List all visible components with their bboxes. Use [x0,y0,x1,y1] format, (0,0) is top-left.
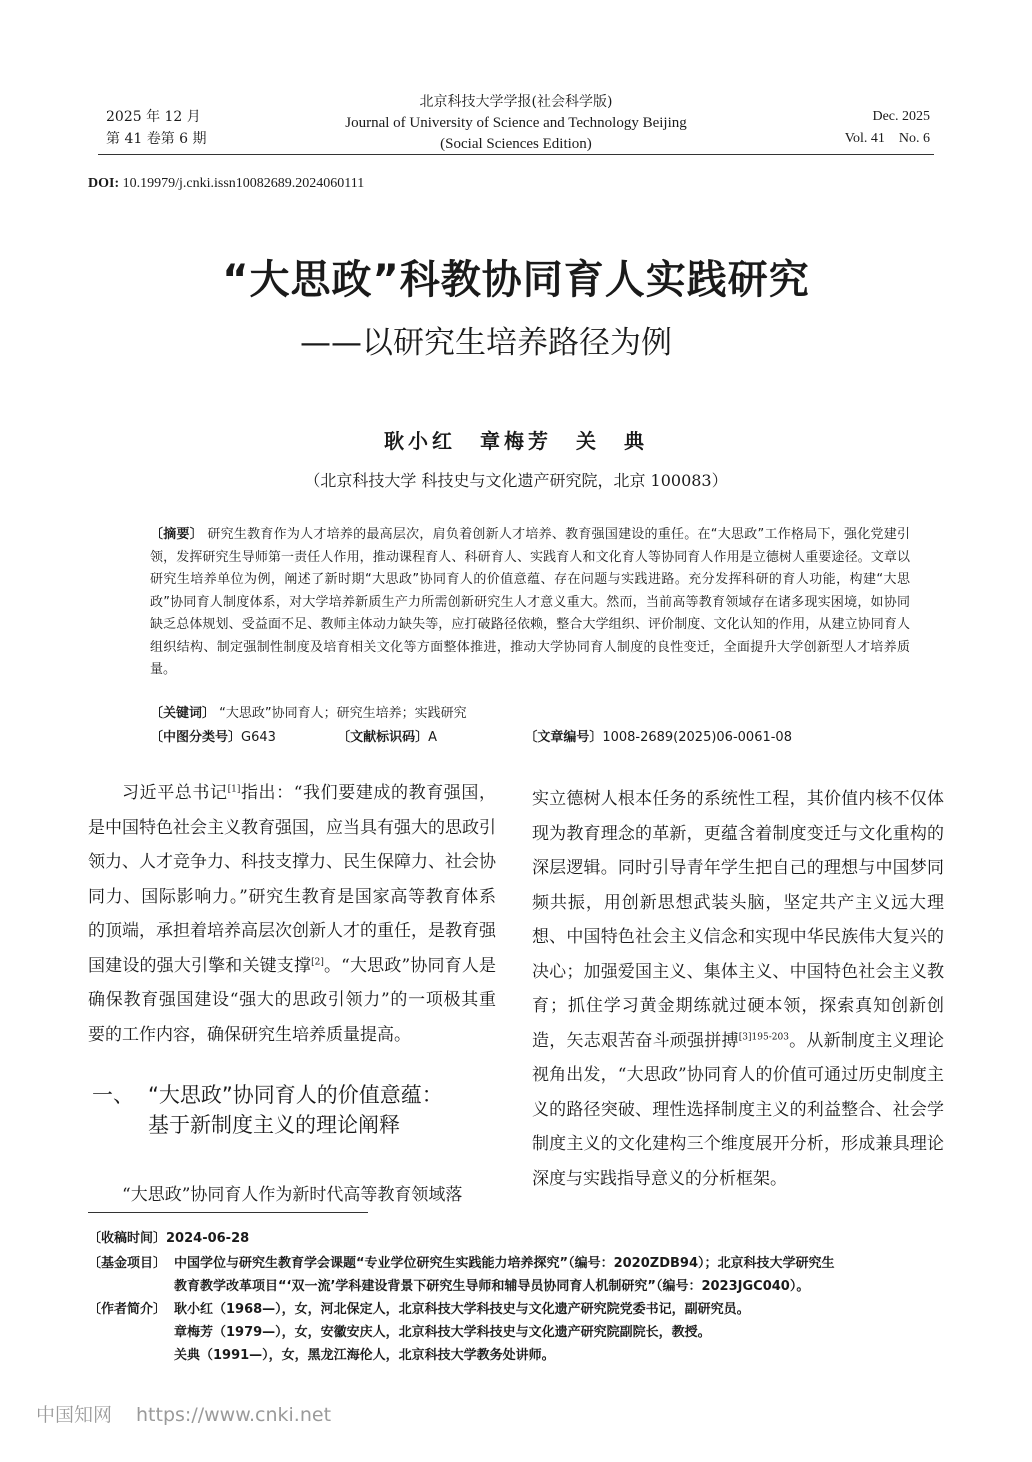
article-title: “大思政”科教协同育人实践研究 [222,257,810,303]
fund-line-1: 中国学位与研究生教育学会课题“专业学位研究生实践能力培养探究”（编号：2020ZDB94）；北京科技大学研究生 [174,1256,835,1271]
author-bio-label: 〔作者简介〕 [88,1302,167,1317]
text: 。从新制度主义理论视角出发，“大思政”协同育人的价值可通过历史制度主义的路径突破、理性选择制度主义的利益整合、社会学制度主义的文化建构三个维度展开分析，形成兼具理论深度与实践指导意义的分析框架。 [532,1030,945,1189]
cnki-watermark [36,1400,355,1427]
section-title-line-1: “大思政”协同育人的价值意蕴： [148,1083,443,1107]
funding [88,1252,948,1298]
header-right [830,106,930,150]
doi [88,176,364,192]
abstract-label: 〔摘要〕 [150,527,203,542]
header-left [106,106,207,150]
clc-value: G643 [241,730,276,745]
issue-en: Vol. 41 No. 6 [844,131,930,146]
affiliation: （北京科技大学 科技史与文化遗产研究院，北京 100083） [304,471,728,490]
received-value: 2024-06-28 [166,1231,250,1246]
section-number: 一、 [92,1083,134,1107]
doi-value: 10.19979/j.cnki.issn10082689.2024060111 [119,176,365,191]
received-label: 〔收稿时间〕 [88,1231,167,1246]
article-number-label: 〔文章编号〕 [524,730,603,745]
header-divider [98,154,934,155]
fund-line-2: 教育教学改革项目“‘双一流’学科建设背景下研究生导师和辅导员协同育人机制研究”（编号：2023JGC040）。 [174,1279,810,1294]
issue-cn: 第 41 卷第 6 期 [106,131,207,147]
section-heading-1 [92,1080,512,1140]
text: 习近平总书记 [122,783,228,803]
article-subtitle: ——以研究生培养路径为例 [300,325,672,361]
journal-en: Journal of University of Science and Technology Beijing [345,115,687,131]
keywords-label: 〔关键词〕 [150,706,216,721]
fund-label: 〔基金项目〕 [88,1256,167,1271]
classification [150,726,792,750]
received-date [88,1227,948,1250]
abstract-text: 研究生教育作为人才培养的最高层次，肩负着创新人才培养、教育强国建设的重任。在“大思政”工作格局下，强化党建引领，发挥研究生导师第一责任人作用，推动课程育人、科研育人、实践育人和文化育人等协同育人作用是立德树人重要途径。文章以研究生培养单位为例，阐述了新时期“大思政”协同育人的价值意蕴、存在问题与实践进路。充分发挥科研的育人功能，构建“大思政”协同育人制度体系，对大学培养新质生产力所需创新研究生人才意义重大。然而，当前高等教育领域存在诸多现实困境，如协同缺乏总体规划、受益面不足、教师主体动力缺失等，应打破路径依赖，整合大学组织、评价制度、文化认知的作用，从建立协同育人组织结构、制定强制性制度及培育相关文化等方面整体推进，推动大学协同育人制度的良性变迁，全面提升大学创新型人才培养质量。 [150,527,910,677]
keywords [150,702,792,726]
author-bio-3: 关典（1991—），女，黑龙江海伦人，北京科技大学教务处讲师。 [174,1348,555,1363]
journal-name [330,92,702,155]
body-left-paragraph-2: “大思政”协同育人作为新时代高等教育领域落 [122,1185,463,1205]
author-bio [88,1298,948,1367]
body-left-paragraph-1 [88,776,496,1052]
text: 。“大思政”协同育人是确保教育强国建设“强大的思政引领力”的一项极其重要的工作内容，确保研究生培养质量提高。 [88,955,496,1045]
author-bio-2: 章梅芳（1979—），女，安徽安庆人，北京科技大学科技史与文化遗产研究院副院长，教授。 [174,1325,711,1340]
article-number-value: 1008-2689(2025)06-0061-08 [602,730,792,745]
footnote-divider [88,1212,368,1213]
clc-label: 〔中图分类号〕 [150,730,242,745]
author-bio-1: 耿小红（1968—），女，河北保定人，北京科技大学科技史与文化遗产研究院党委书记，副研究员。 [174,1302,750,1317]
watermark-cn: 中国知网 [36,1404,113,1426]
citation-1[interactable]: [1] [227,784,241,795]
watermark-url[interactable]: https://www.cnki.net [136,1404,332,1426]
date-en: Dec. 2025 [872,109,930,124]
doc-code-value: A [428,730,438,745]
body-right-paragraph-1 [532,782,944,1196]
article-meta [150,702,792,750]
text: 指出：“我们要建成的教育强国，是中国特色社会主义教育强国，应当具有强大的思政引领力、人才竞争力、科技支撑力、民生保障力、社会协同力、国际影响力。”研究生教育是国家高等教育体系的顶端，承担着培养高层次创新人才的重任，是教育强国建设的强大引擎和关键支撑 [88,783,496,976]
abstract [150,524,910,682]
doi-label: DOI: [88,176,120,191]
journal-cn: 北京科技大学学报(社会科学版) [419,94,613,110]
authors: 耿小红 章梅芳 关 典 [384,429,648,453]
text: 实立德树人根本任务的系统性工程，其价值内核不仅体现为教育理念的革新，更蕴含着制度变迁与文化重构的深层逻辑。同时引导青年学生把自己的理想与中国梦同频共振，用创新思想武装头脑，坚定共产主义远大理想、中国特色社会主义信念和实现中华民族伟大复兴的决心；加强爱国主义、集体主义、中国特色社会主义教育；抓住学习黄金期练就过硬本领，探索真知创新创造，矢志艰苦奋斗顽强拼搏 [532,789,944,1051]
keywords-text: “大思政”协同育人；研究生培养；实践研究 [215,706,467,721]
citation-3[interactable]: [3]195-203 [738,1031,789,1042]
citation-2[interactable]: [2] [311,956,324,967]
journal-edition: (Social Sciences Edition) [440,136,592,152]
doc-code-label: 〔文献标识码〕 [337,730,429,745]
date-cn: 2025 年 12 月 [106,109,201,125]
section-title-line-2: 基于新制度主义的理论阐释 [148,1113,400,1137]
